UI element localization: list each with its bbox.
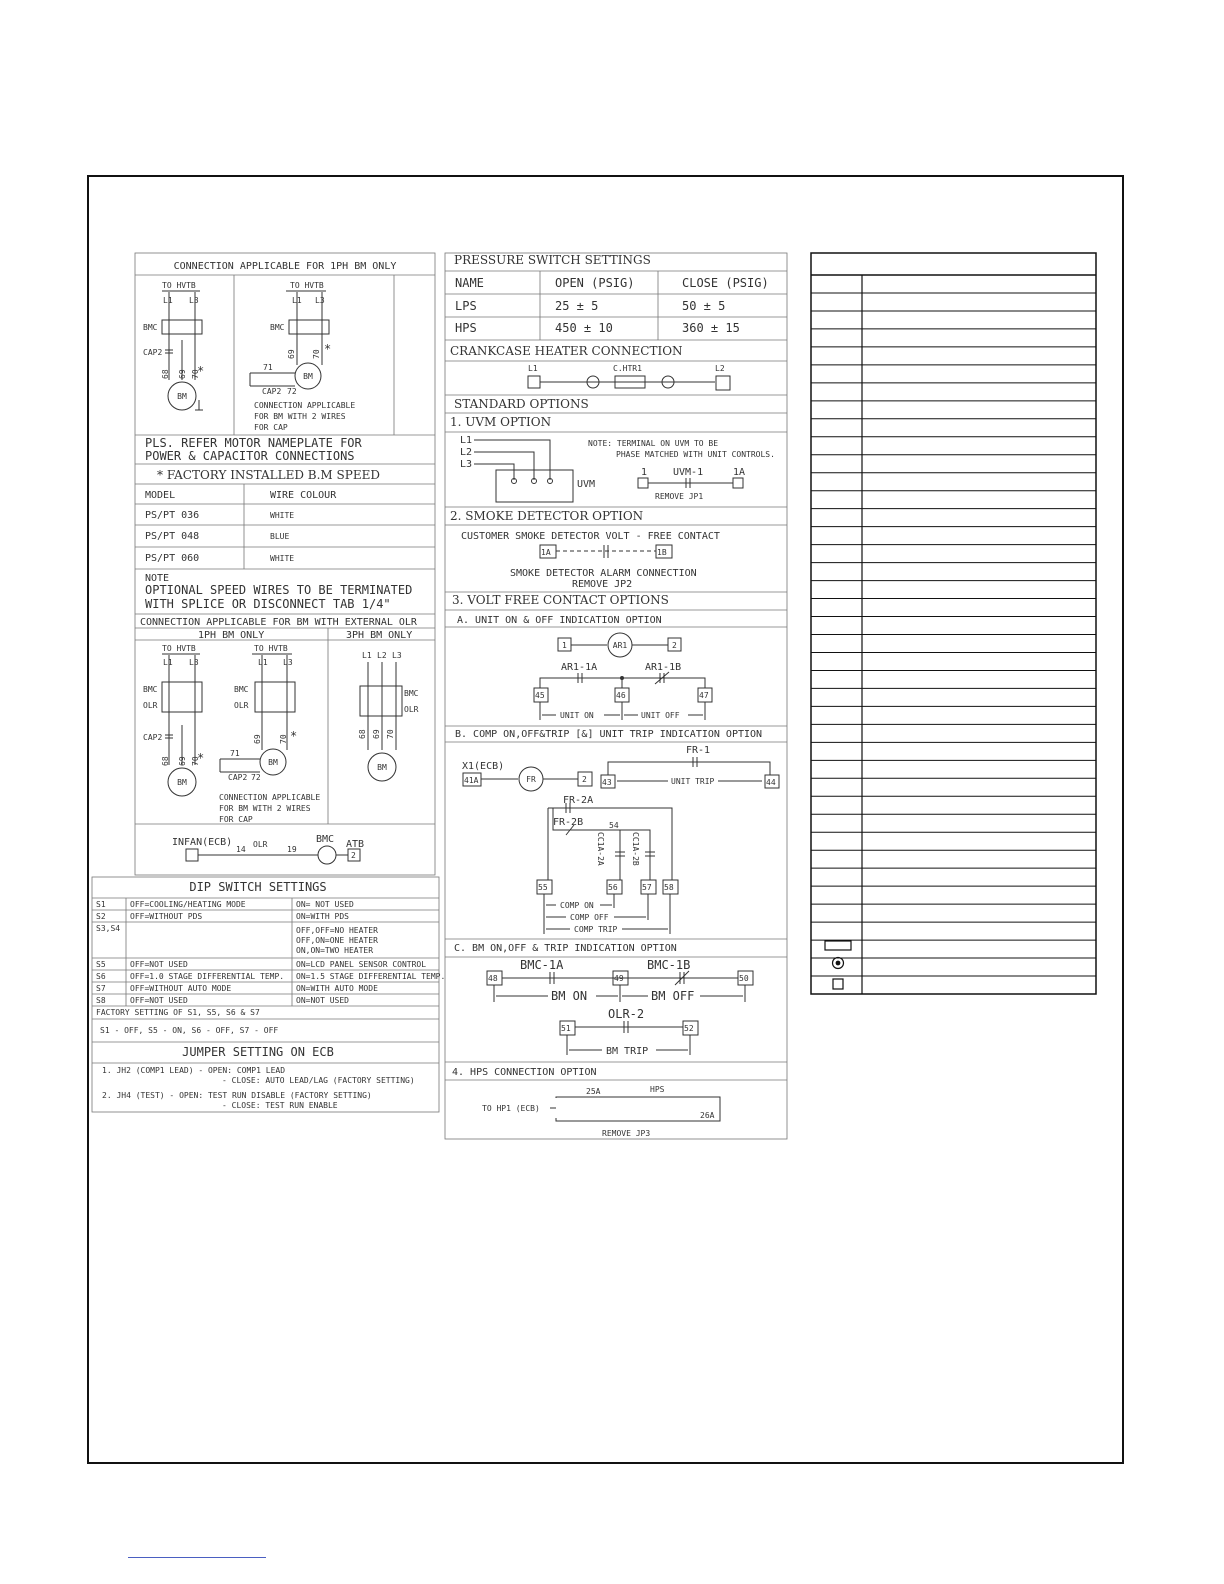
dip-cell: ON=WITH AUTO MODE	[296, 984, 378, 993]
dip-cell: ON=NOT USED	[296, 996, 349, 1005]
olr-label-f: OLR	[253, 840, 268, 849]
smoke-circuit	[461, 531, 720, 590]
olr-label-c: OLR	[143, 701, 158, 710]
unit-off-label: UNIT OFF	[641, 711, 680, 720]
bmc1b-label: BMC-1B	[647, 958, 691, 972]
jumper-title: JUMPER SETTING ON ECB	[182, 1045, 334, 1059]
l1-label-d: L1	[258, 658, 268, 667]
pressure-cell: HPS	[455, 321, 477, 335]
terminal-46: 46	[616, 691, 626, 700]
dip-factory-label: FACTORY SETTING OF S1, S5, S6 & S7	[96, 1008, 260, 1017]
terminal-52: 52	[684, 1024, 694, 1033]
fr1-label: FR-1	[686, 745, 711, 756]
terminal-44: 44	[766, 778, 776, 787]
c-title: C. BM ON,OFF & TRIP INDICATION OPTION	[454, 943, 677, 954]
jumper-line2: - CLOSE: AUTO LEAD/LAG (FACTORY SETTING)	[222, 1076, 415, 1085]
dip-cell: S7	[96, 984, 106, 993]
bmc-label-e: BMC	[404, 689, 419, 698]
bmc-label-b: BMC	[270, 323, 285, 332]
conn-2wire-line1: CONNECTION APPLICABLE	[254, 401, 356, 410]
smoke-title: 2. SMOKE DETECTOR OPTION	[450, 509, 644, 523]
terminal-1a: 1A	[733, 467, 746, 478]
bm-label-d: BM	[268, 758, 278, 767]
infan-label: INFAN(ECB)	[172, 837, 233, 848]
hps-circuit	[482, 1085, 720, 1138]
cc1a2b-label: CC1A-2B	[631, 832, 640, 866]
hps-title: 4. HPS CONNECTION OPTION	[452, 1067, 597, 1078]
dip-cell: OFF=1.0 STAGE DIFFERENTIAL TEMP.	[130, 972, 285, 981]
terminal-26a: 26A	[700, 1111, 715, 1120]
terminal-48: 48	[488, 974, 498, 983]
speed-row-colour: WHITE	[270, 554, 295, 563]
uvm-label: UVM	[577, 479, 596, 490]
diagram-olr-1ph-a	[143, 644, 204, 796]
speed-row-colour: WHITE	[270, 511, 295, 520]
bm-off-label: BM OFF	[651, 989, 695, 1003]
comp-off-label: COMP OFF	[570, 913, 609, 922]
uvm-title: 1. UVM OPTION	[450, 415, 552, 429]
diagram-1ph-a	[143, 281, 204, 410]
uvm-note-1: NOTE: TERMINAL ON UVM TO BE	[588, 439, 719, 448]
l1-crank: L1	[528, 364, 538, 373]
l3-label-e: L3	[392, 651, 402, 660]
wire-68: 68	[161, 369, 170, 379]
left-column	[135, 253, 435, 875]
b-title: B. COMP ON,OFF&TRIP [&] UNIT TRIP INDICATION OPTION	[455, 729, 763, 740]
dip-cell: OFF=WITHOUT AUTO MODE	[130, 984, 232, 993]
terminal-25a: 25A	[586, 1087, 601, 1096]
olr2-label: OLR-2	[608, 1007, 645, 1021]
wire-69-d: 69	[253, 734, 262, 744]
pressure-cell: 450 ± 10	[555, 321, 613, 335]
wire-68-e: 68	[358, 729, 367, 739]
unit-on-off-circuit	[534, 633, 712, 720]
dip-cell: S6	[96, 972, 106, 981]
dip-cell: S2	[96, 912, 106, 921]
dip-cell: ON=WITH PDS	[296, 912, 349, 921]
olr-label-e: OLR	[404, 705, 419, 714]
to-hvtb-label-b: TO HVTB	[290, 281, 324, 290]
terminal-55: 55	[538, 883, 548, 892]
comp-on-label: COMP ON	[560, 901, 594, 910]
terminal-57: 57	[642, 883, 652, 892]
dip-cell: OFF=NOT USED	[130, 960, 188, 969]
dip-cell: ON=LCD PANEL SENSOR CONTROL	[296, 960, 427, 969]
cap2-label-d: CAP2	[228, 773, 248, 782]
l1-label-e: L1	[362, 651, 372, 660]
to-hvtb-label: TO HVTB	[162, 281, 196, 290]
bmc-label-d: BMC	[234, 685, 249, 694]
bm-trip-label: BM TRIP	[606, 1046, 649, 1057]
hps-switch-label: HPS	[650, 1085, 665, 1094]
wire-72: 72	[287, 387, 297, 396]
smoke-alarm: SMOKE DETECTOR ALARM CONNECTION	[510, 568, 697, 579]
dip-cell: ON=1.5 STAGE DIFFERENTIAL TEMP.	[296, 972, 446, 981]
terminal-2-b: 2	[582, 775, 587, 784]
uvm-circuit	[460, 435, 775, 502]
terminal-1: 1	[641, 467, 648, 478]
bm-label: BM	[177, 392, 187, 401]
dip-switch-settings	[92, 877, 445, 1112]
olr-label-d: OLR	[234, 701, 249, 710]
chtr-label: C.HTR1	[613, 364, 642, 373]
remove-jp1: REMOVE JP1	[655, 492, 704, 501]
dip-title: DIP SWITCH SETTINGS	[189, 880, 327, 894]
terminal-51: 51	[561, 1024, 571, 1033]
terminal-2: 2	[351, 851, 356, 860]
conn-1ph-title: CONNECTION APPLICABLE FOR 1PH BM ONLY	[173, 261, 397, 272]
ar1-1a-label: AR1-1A	[561, 662, 598, 673]
pressure-cell: LPS	[455, 299, 477, 313]
cap2-label-b: CAP2	[262, 387, 282, 396]
bm-on-label: BM ON	[551, 989, 588, 1003]
dip-cell: S8	[96, 996, 106, 1005]
speed-row-model: PS/PT 060	[145, 553, 200, 564]
wire-72-d: 72	[251, 773, 261, 782]
speed-row-colour: BLUE	[270, 532, 290, 541]
infan-circuit	[172, 834, 364, 864]
remove-jp2: REMOVE JP2	[572, 579, 633, 590]
note-title: NOTE	[145, 573, 170, 584]
conn-2wire-line2-d: FOR BM WITH 2 WIRES	[219, 804, 311, 813]
l3-label-b: L3	[315, 296, 325, 305]
l1-label-b: L1	[292, 296, 302, 305]
l1-uvm: L1	[460, 435, 473, 446]
middle-column	[445, 253, 787, 1139]
wire-70-b: 70	[312, 349, 321, 359]
wire-68-c: 68	[161, 756, 170, 766]
dip-cell: S1	[96, 900, 106, 909]
terminal-1-a: 1	[562, 641, 567, 650]
uvm1-label: UVM-1	[673, 467, 704, 478]
legend-row-lines	[811, 293, 1096, 976]
smoke-line: CUSTOMER SMOKE DETECTOR VOLT - FREE CONTACT	[461, 531, 720, 542]
bmc-label-f: BMC	[316, 834, 335, 845]
terminal-47: 47	[699, 691, 709, 700]
dip-cell: OFF=WITHOUT PDS	[130, 912, 203, 921]
vfc-title: 3. VOLT FREE CONTACT OPTIONS	[452, 593, 669, 607]
bmc-label-c: BMC	[143, 685, 158, 694]
speed-table	[135, 484, 435, 569]
uvm-note-2: PHASE MATCHED WITH UNIT CONTROLS.	[616, 450, 775, 459]
wire-70-e: 70	[386, 729, 395, 739]
l3-uvm: L3	[460, 459, 473, 470]
wire-70: 70	[191, 369, 200, 379]
terminal-50: 50	[739, 974, 749, 983]
terminal-58: 58	[664, 883, 674, 892]
pressure-cell: OPEN (PSIG)	[555, 276, 635, 290]
ext-olr-title: CONNECTION APPLICABLE FOR BM WITH EXTERNAL OLR	[140, 617, 417, 628]
pressure-table	[455, 276, 769, 335]
standard-options-title: STANDARD OPTIONS	[454, 397, 589, 411]
pressure-cell: 360 ± 15	[682, 321, 740, 335]
nameplate-line1: PLS. REFER MOTOR NAMEPLATE FOR	[145, 436, 362, 450]
fr2b-label: FR-2B	[553, 817, 584, 828]
terminal-box-icon	[833, 979, 843, 989]
wire-71-d: 71	[230, 749, 240, 758]
conn-2wire-line1-d: CONNECTION APPLICABLE	[219, 793, 321, 802]
ph3-only-label: 3PH BM ONLY	[346, 630, 413, 641]
terminal-49: 49	[614, 974, 624, 983]
bmc1a-label: BMC-1A	[520, 958, 564, 972]
wire-69-e: 69	[372, 729, 381, 739]
dip-cell: OFF,OFF=NO HEATER	[296, 926, 378, 935]
terminal-1a-smoke: 1A	[541, 548, 551, 557]
unit-trip-label: UNIT TRIP	[671, 777, 715, 786]
star-mark: *	[197, 364, 205, 378]
terminal-2-a: 2	[672, 641, 677, 650]
wire-54: 54	[609, 821, 619, 830]
terminal-screw-icon	[833, 958, 844, 969]
bmc-label: BMC	[143, 323, 158, 332]
speed-row-model: PS/PT 048	[145, 531, 200, 542]
terminal-41a: 41A	[464, 776, 479, 785]
l3-label: L3	[189, 296, 199, 305]
factory-speed-title: * FACTORY INSTALLED B.M SPEED	[157, 468, 380, 482]
crankcase-title: CRANKCASE HEATER CONNECTION	[450, 344, 683, 358]
dip-cell: ON= NOT USED	[296, 900, 354, 909]
atb-label: ATB	[346, 839, 365, 850]
bm-label-e: BM	[377, 763, 387, 772]
l2-crank: L2	[715, 364, 725, 373]
l1-label-c: L1	[163, 658, 173, 667]
l1-label: L1	[163, 296, 173, 305]
speed-row-model: PS/PT 036	[145, 510, 200, 521]
bm-label-b: BM	[303, 372, 313, 381]
pressure-cell: CLOSE (PSIG)	[682, 276, 769, 290]
bm-on-off-circuit	[487, 958, 753, 1057]
conn-2wire-line2: FOR BM WITH 2 WIRES	[254, 412, 346, 421]
terminal-45: 45	[535, 691, 545, 700]
comp-trip-circuit	[462, 745, 779, 934]
star-mark-b: *	[324, 342, 332, 356]
ar1-coil: AR1	[612, 641, 628, 650]
cc1a2a-label: CC1A-2A	[596, 832, 605, 866]
x1-label: X1(ECB)	[462, 761, 505, 772]
dip-cell: S5	[96, 960, 106, 969]
dip-cell: OFF=COOLING/HEATING MODE	[130, 900, 246, 909]
note-line2: WITH SPLICE OR DISCONNECT TAB 1/4"	[145, 597, 391, 611]
conn-2wire-line3-d: FOR CAP	[219, 815, 253, 824]
wire-69: 69	[178, 369, 187, 379]
dip-cell: OFF,ON=ONE HEATER	[296, 936, 378, 945]
l2-label-e: L2	[377, 651, 387, 660]
cap2-label-c: CAP2	[143, 733, 163, 742]
to-hp1-label: TO HP1 (ECB)	[482, 1104, 540, 1113]
terminal-block-icon	[825, 941, 851, 950]
l3-label-c: L3	[189, 658, 199, 667]
terminal-56: 56	[608, 883, 618, 892]
diagram-olr-3ph	[358, 651, 419, 781]
nameplate-line2: POWER & CAPACITOR CONNECTIONS	[145, 449, 355, 463]
wire-69-b: 69	[287, 349, 296, 359]
bm-label-c: BM	[177, 778, 187, 787]
l3-label-d: L3	[283, 658, 293, 667]
fr-coil: FR	[526, 775, 536, 784]
pressure-cell: 25 ± 5	[555, 299, 599, 313]
jumper-line1: 1. JH2 (COMP1 LEAD) - OPEN: COMP1 LEAD	[102, 1066, 286, 1075]
diagram-olr-1ph-b	[219, 644, 320, 824]
a-title: A. UNIT ON & OFF INDICATION OPTION	[457, 615, 662, 626]
to-hvtb-label-d: TO HVTB	[254, 644, 288, 653]
wire-14: 14	[236, 845, 246, 854]
ar1-1b-label: AR1-1B	[645, 662, 682, 673]
terminal-1b-smoke: 1B	[657, 548, 667, 557]
legend-table	[811, 253, 1096, 994]
speed-header-colour: WIRE COLOUR	[270, 490, 337, 501]
note-line1: OPTIONAL SPEED WIRES TO BE TERMINATED	[145, 583, 413, 597]
dip-cell: OFF=NOT USED	[130, 996, 188, 1005]
wire-69-c: 69	[178, 756, 187, 766]
remove-jp3: REMOVE JP3	[602, 1129, 651, 1138]
terminal-43: 43	[602, 778, 612, 787]
speed-header-model: MODEL	[145, 490, 176, 501]
cap2-label: CAP2	[143, 348, 163, 357]
pressure-title: PRESSURE SWITCH SETTINGS	[454, 253, 651, 267]
wire-71: 71	[263, 363, 273, 372]
conn-2wire-line3: FOR CAP	[254, 423, 288, 432]
dip-cell: ON,ON=TWO HEATER	[296, 946, 374, 955]
star-mark-c: *	[197, 751, 205, 765]
to-hvtb-label-c: TO HVTB	[162, 644, 196, 653]
l2-uvm: L2	[460, 447, 473, 458]
wire-70-c: 70	[191, 756, 200, 766]
diagram-1ph-b	[250, 281, 355, 432]
dip-cell: S3,S4	[96, 924, 121, 933]
dip-rows	[96, 900, 445, 1005]
jumper-line4: - CLOSE: TEST RUN ENABLE	[222, 1101, 338, 1110]
crankcase-circuit	[528, 364, 730, 390]
wire-19: 19	[287, 845, 297, 854]
ph1-only-label: 1PH BM ONLY	[198, 630, 265, 641]
wire-70-d: 70	[279, 734, 288, 744]
pressure-cell: 50 ± 5	[682, 299, 726, 313]
dip-factory-value: S1 - OFF, S5 - ON, S6 - OFF, S7 - OFF	[100, 1026, 279, 1035]
unit-on-label: UNIT ON	[560, 711, 594, 720]
fr2a-label: FR-2A	[563, 795, 594, 806]
comp-trip-label: COMP TRIP	[574, 925, 618, 934]
pressure-cell: NAME	[455, 276, 484, 290]
jumper-line3: 2. JH4 (TEST) - OPEN: TEST RUN DISABLE (FACTORY SETTING)	[102, 1091, 372, 1100]
star-mark-d: *	[290, 729, 298, 743]
